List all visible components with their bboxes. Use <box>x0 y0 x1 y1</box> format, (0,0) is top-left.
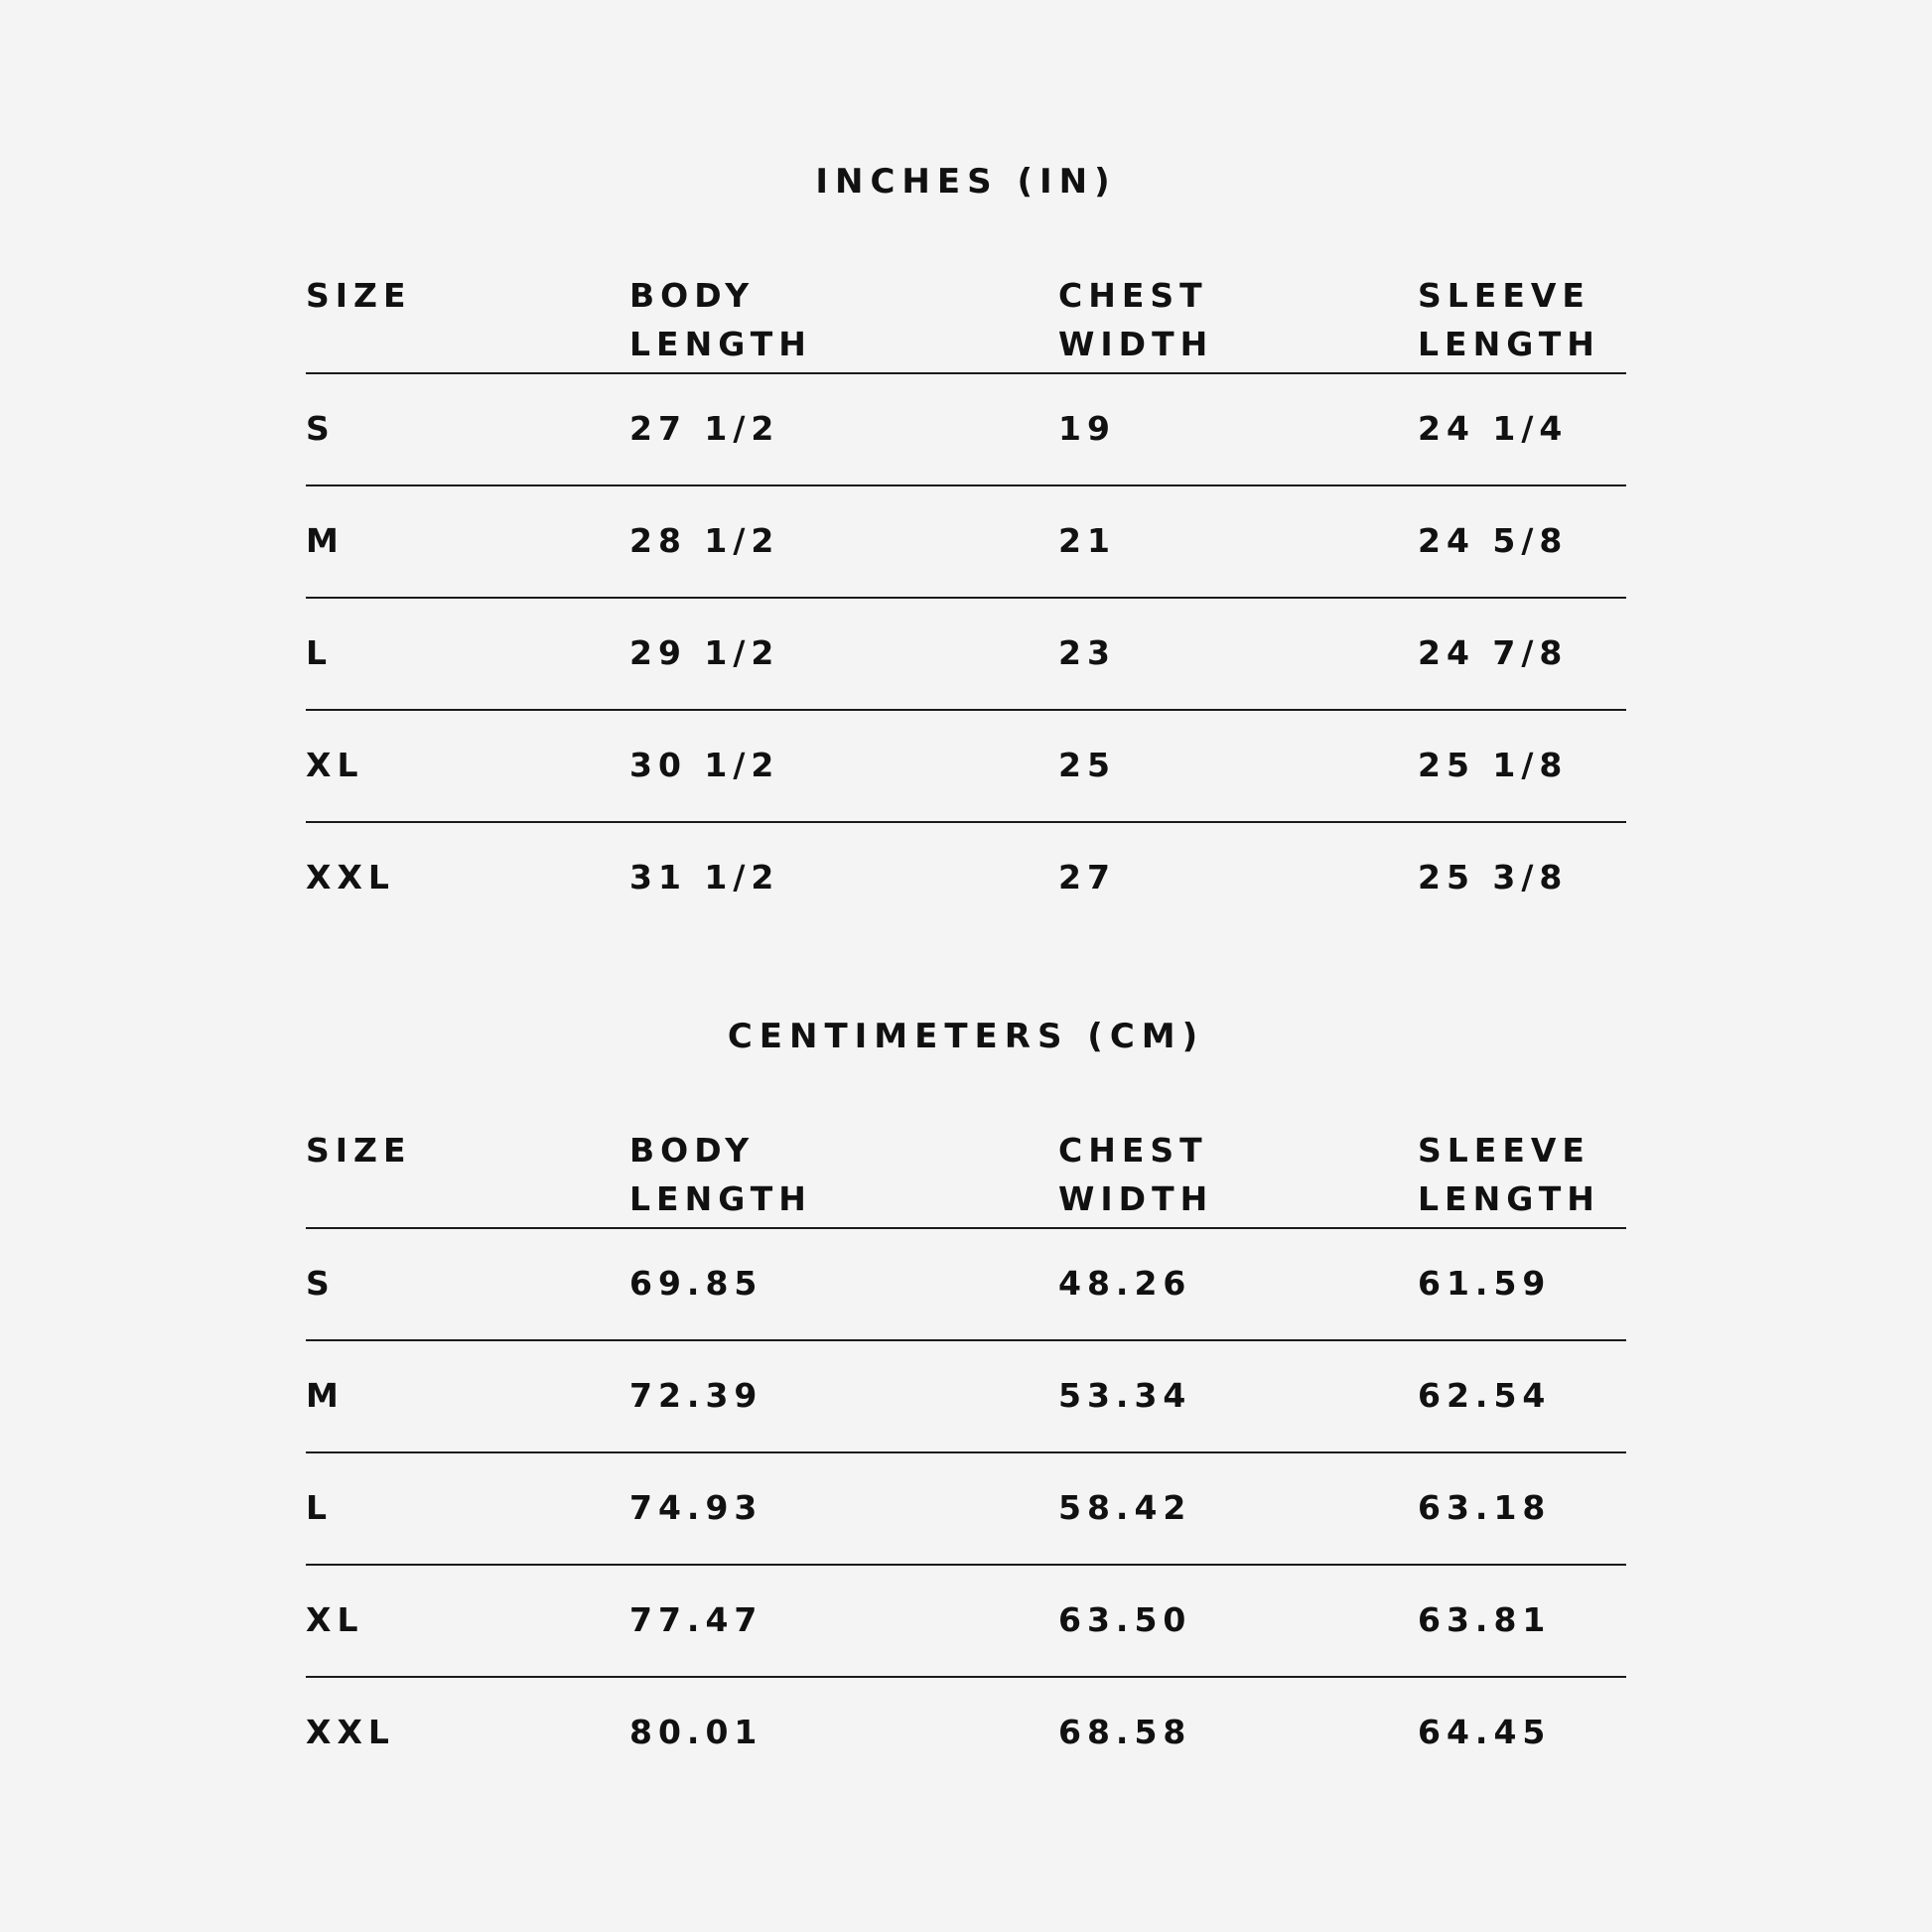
body-length-cell: 30 1/2 <box>629 746 780 784</box>
sleeve-length-cell: 61.59 <box>1418 1264 1552 1303</box>
header-size: SIZE <box>306 1131 412 1170</box>
sleeve-length-cell: 24 5/8 <box>1418 521 1569 560</box>
table-row <box>306 1229 1626 1341</box>
size-cell: S <box>306 409 336 448</box>
sleeve-length-cell: 63.18 <box>1418 1488 1552 1527</box>
table-row <box>306 1678 1626 1788</box>
sleeve-length-cell: 25 3/8 <box>1418 858 1569 897</box>
size-cell: XXL <box>306 1713 395 1751</box>
sleeve-length-cell: 64.45 <box>1418 1713 1552 1751</box>
centimeters-table <box>306 1124 1626 1788</box>
body-length-cell: 29 1/2 <box>629 633 780 672</box>
size-cell: M <box>306 1376 345 1415</box>
chest-width-cell: 68.58 <box>1058 1713 1192 1751</box>
table-row <box>306 599 1626 711</box>
sleeve-length-cell: 24 7/8 <box>1418 633 1569 672</box>
table-header <box>306 269 1626 374</box>
body-length-cell: 27 1/2 <box>629 409 780 448</box>
body-length-cell: 31 1/2 <box>629 858 780 897</box>
body-length-cell: 77.47 <box>629 1600 763 1639</box>
size-cell: XL <box>306 746 364 784</box>
chest-width-cell: 21 <box>1058 521 1116 560</box>
chest-width-cell: 19 <box>1058 409 1116 448</box>
header-body-length: BODY LENGTH <box>629 276 812 363</box>
sleeve-length-cell: 25 1/8 <box>1418 746 1569 784</box>
size-cell: M <box>306 521 345 560</box>
table-row <box>306 1453 1626 1566</box>
chest-width-cell: 58.42 <box>1058 1488 1192 1527</box>
chest-width-cell: 48.26 <box>1058 1264 1192 1303</box>
body-length-cell: 74.93 <box>629 1488 763 1527</box>
body-length-cell: 80.01 <box>629 1713 763 1751</box>
table-header <box>306 1124 1626 1229</box>
size-cell: XL <box>306 1600 364 1639</box>
header-sleeve-length: SLEEVE LENGTH <box>1418 276 1600 363</box>
table-row <box>306 1566 1626 1678</box>
sleeve-length-cell: 62.54 <box>1418 1376 1552 1415</box>
size-cell: L <box>306 1488 334 1527</box>
table-row <box>306 1341 1626 1453</box>
body-length-cell: 28 1/2 <box>629 521 780 560</box>
table-row <box>306 711 1626 823</box>
table-row <box>306 374 1626 486</box>
header-chest-width: CHEST WIDTH <box>1058 276 1214 363</box>
sleeve-length-cell: 63.81 <box>1418 1600 1552 1639</box>
table-row <box>306 823 1626 933</box>
header-body-length: BODY LENGTH <box>629 1131 812 1218</box>
chest-width-cell: 23 <box>1058 633 1116 672</box>
chest-width-cell: 25 <box>1058 746 1116 784</box>
size-cell: L <box>306 633 334 672</box>
header-sleeve-length: SLEEVE LENGTH <box>1418 1131 1600 1218</box>
header-chest-width: CHEST WIDTH <box>1058 1131 1214 1218</box>
header-size: SIZE <box>306 276 412 315</box>
inches-table <box>306 269 1626 933</box>
sleeve-length-cell: 24 1/4 <box>1418 409 1569 448</box>
centimeters-title: CENTIMETERS (CM) <box>727 1017 1205 1056</box>
body-length-cell: 69.85 <box>629 1264 763 1303</box>
chest-width-cell: 27 <box>1058 858 1116 897</box>
body-length-cell: 72.39 <box>629 1376 763 1415</box>
table-row <box>306 486 1626 599</box>
chest-width-cell: 53.34 <box>1058 1376 1192 1415</box>
chest-width-cell: 63.50 <box>1058 1600 1192 1639</box>
size-cell: XXL <box>306 858 395 897</box>
inches-title: INCHES (IN) <box>815 162 1117 202</box>
size-cell: S <box>306 1264 336 1303</box>
